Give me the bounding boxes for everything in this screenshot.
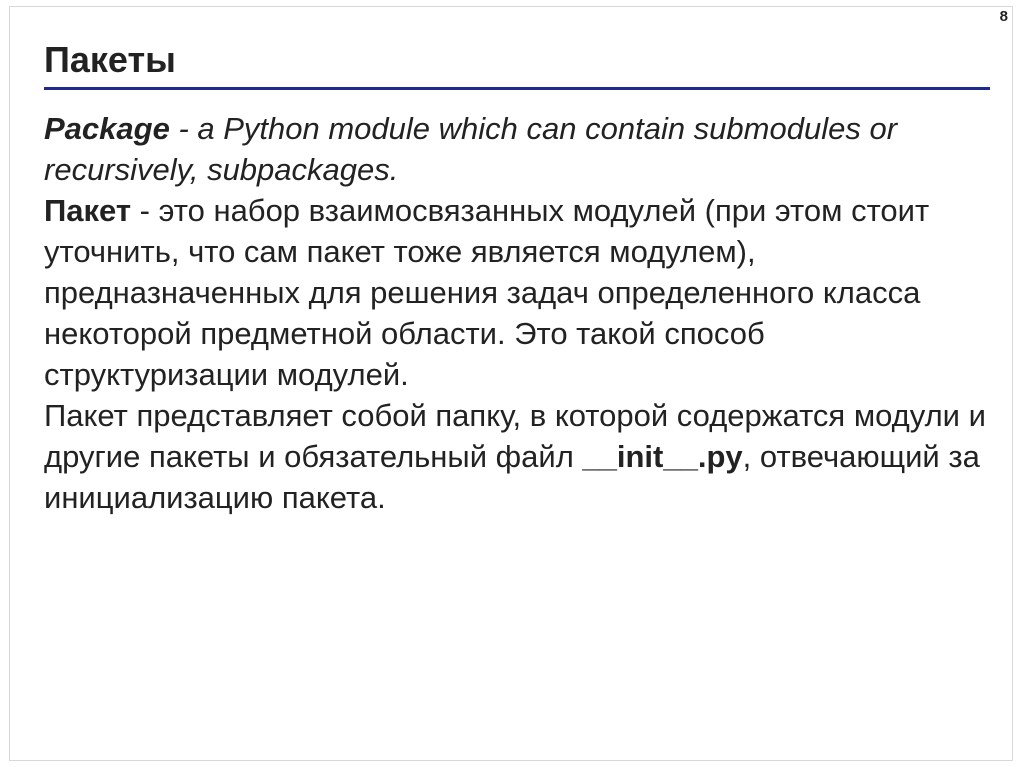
folder-text-after: , отвечающий за инициализацию пакета.: [44, 439, 980, 515]
title-underline: [44, 87, 990, 90]
page-number: 8: [999, 8, 1008, 25]
folder-text-before: Пакет представляет собой папку, в которой содержатся модули и другие пакеты и обязательный файл: [44, 398, 986, 474]
term-paket: Пакет: [44, 193, 132, 228]
slide-title: Пакеты: [44, 39, 176, 80]
init-filename: __init__.py: [582, 439, 743, 474]
slide-body: [44, 108, 994, 518]
package-folder-description: [44, 395, 994, 518]
definition-russian: [44, 190, 994, 395]
definition-english: [44, 108, 994, 190]
definition-english-line2: recursively, subpackages.: [44, 152, 399, 187]
definition-english-line1: - a Python module which can contain submodules or: [169, 111, 898, 146]
definition-russian-text: - это набор взаимосвязанных модулей (при этом стоит уточнить, что сам пакет тоже является модулем), предназначенных для решения задач определенного класса некоторой предметной области. Это такой способ структуризации модулей.: [44, 193, 930, 392]
term-package: Package: [44, 111, 170, 146]
